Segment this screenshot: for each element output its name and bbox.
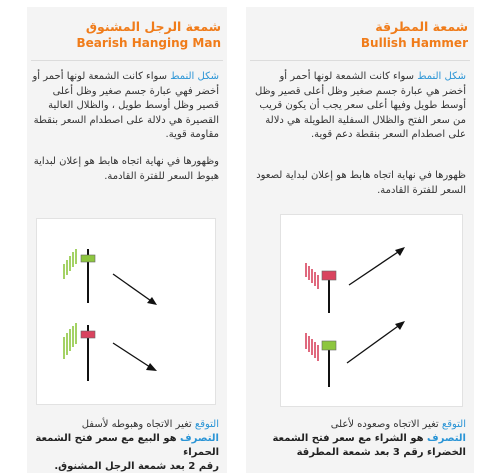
action-line-continued: رقم 2 بعد شمعة الرجل المشنوق.: [54, 461, 219, 472]
pattern-description-text: سواء كانت الشمعة لونها أحمر أو أخضر فهي عبارة جسم صغير وظل أعلى قصير وظل أوسط طويل ، والظلال العالية القصيرة هي دلالة على اصطدام السعر بنقطة مقاومة قوية.: [32, 71, 219, 140]
action-line: [29, 432, 219, 460]
downtrend-bars-bottom: [306, 333, 318, 361]
card-title-arabic: شمعة المطرقة: [375, 19, 468, 34]
uptrend-bars-top: [64, 249, 76, 279]
expectation-link[interactable]: التوقع: [194, 419, 219, 430]
card-title-arabic: شمعة الرجل المشنوق: [85, 19, 221, 34]
up-arrow-bottom: [347, 321, 405, 363]
divider: [31, 60, 223, 61]
expectation-line: [29, 418, 219, 432]
hanging-man-diagram: [37, 219, 215, 404]
pattern-description: [254, 70, 466, 143]
hammer-candle-top: [322, 271, 336, 313]
hanging-man-card: [27, 7, 227, 473]
action-text: هو البيع مع سعر فتح الشمعة الحمراء: [35, 433, 219, 458]
hammer-candle-bottom: [322, 341, 336, 387]
pattern-shape-link[interactable]: شكل النمط: [417, 71, 466, 82]
down-arrow-top: [113, 274, 157, 305]
expectation-text: تغير الاتجاه وهبوطه لأسفل: [81, 419, 195, 430]
action-link[interactable]: التصرف: [180, 433, 219, 444]
pattern-description: [31, 70, 219, 143]
action-link[interactable]: التصرف: [427, 433, 466, 444]
expectation-action: [29, 418, 219, 473]
pattern-meaning: ظهورها في نهاية اتجاه هابط هو إعلان لبداية لصعود السعر للفترة القادمة.: [256, 170, 466, 196]
downtrend-bars-top: [306, 263, 318, 289]
down-arrow-bottom: [113, 343, 157, 371]
card-title-english: Bullish Hammer: [360, 36, 468, 50]
action-text: هو الشراء مع سعر فتح الشمعة: [272, 433, 428, 444]
expectation-text: تغير الاتجاه وصعوده لأعلى: [330, 419, 442, 430]
expectation-line: [254, 418, 466, 432]
hammer-diagram: [281, 215, 462, 406]
up-arrow-top: [349, 247, 405, 285]
card-title-english: Bearish Hanging Man: [76, 36, 221, 50]
hanging-man-candle-top: [81, 249, 95, 303]
pattern-description-text: سواء كانت الشمعة لونها أحمر أو أخضر هي عبارة جسم صغير وظل أعلى قصير وظل أوسط طويل وفيها أعلى سعر يجب أن يكون قريب من سعر الفتح والظلال السفلية الطويلة هي دلالة على اصطدام السعر بنقطة دعم قوية.: [255, 71, 466, 140]
expectation-action: [254, 418, 466, 460]
divider: [250, 60, 470, 61]
hammer-card: [246, 7, 474, 473]
action-line: [254, 432, 466, 446]
hanging-man-candle-bottom: [81, 325, 95, 381]
action-line-continued: الخضراء رقم 3 بعد شمعة المطرقة: [296, 447, 466, 458]
pattern-shape-link[interactable]: شكل النمط: [170, 71, 219, 82]
pattern-illustration: [36, 218, 216, 405]
pattern-illustration: [280, 214, 463, 407]
pattern-meaning: وظهورها في نهاية اتجاه هابط هو إعلان لبداية هبوط السعر للفترة القادمة.: [33, 156, 219, 182]
uptrend-bars-bottom: [64, 323, 76, 359]
expectation-link[interactable]: التوقع: [441, 419, 466, 430]
